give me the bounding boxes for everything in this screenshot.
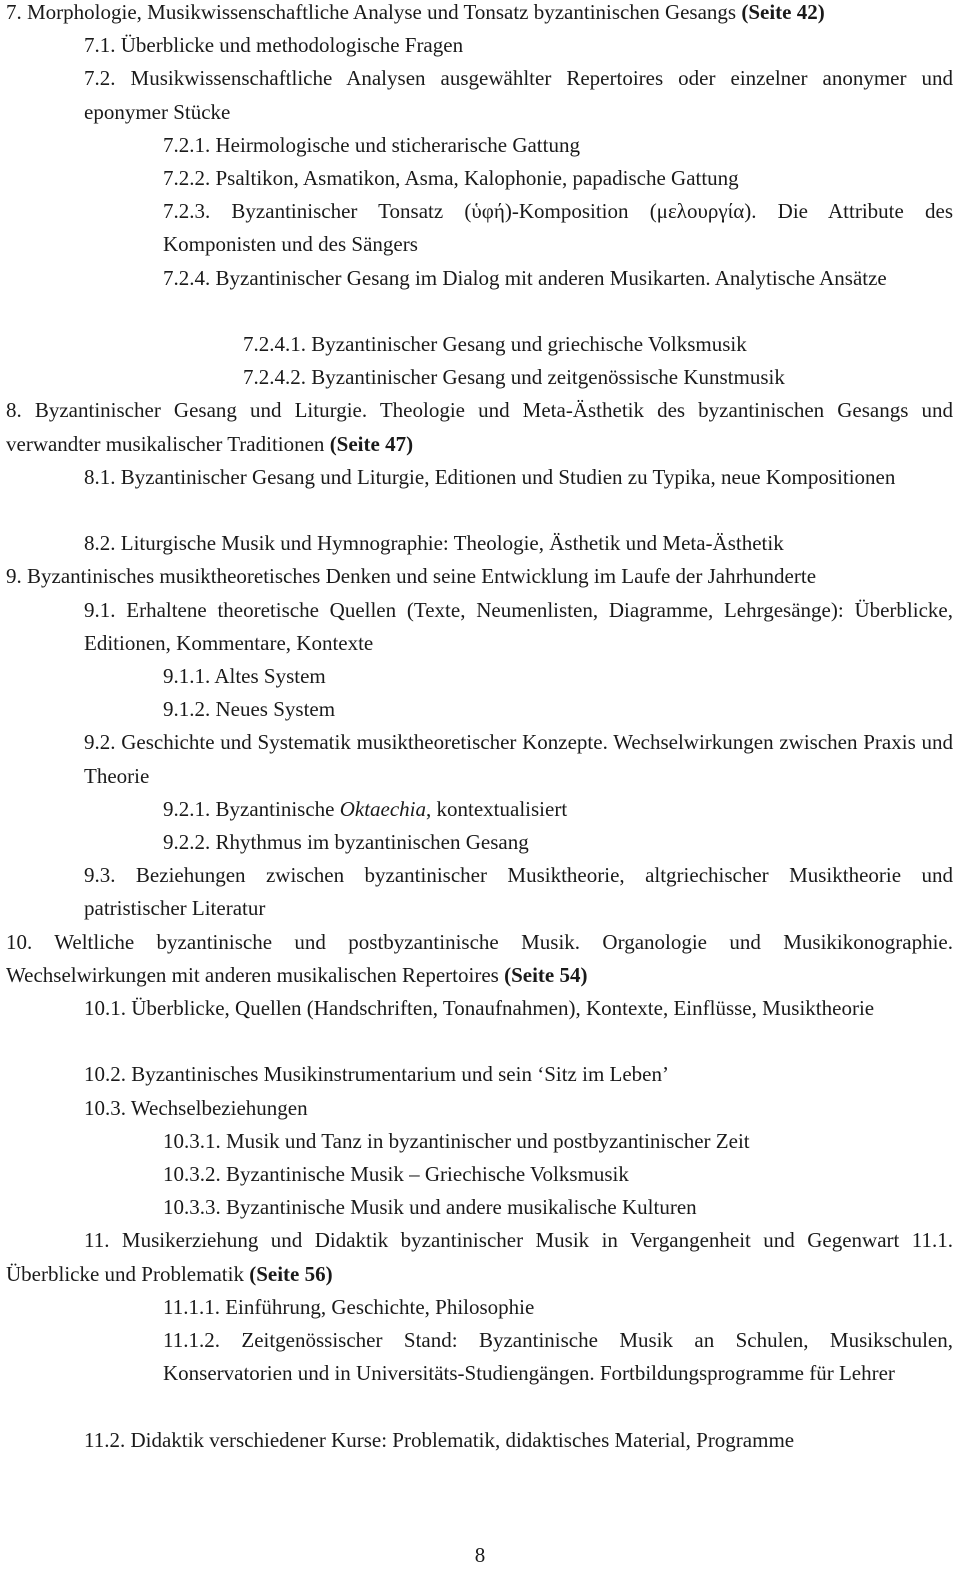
entry-text: 9.2.2. Rhythmus im byzantinischen Gesang: [163, 830, 529, 854]
toc-entry: [6, 560, 953, 593]
entry-text: 7.2.1. Heirmologische und sticherarische Gattung: [163, 132, 580, 157]
entry-text: 10.3. Wechselbeziehungen: [84, 1095, 308, 1120]
entry-text: 11.2. Didaktik verschiedener Kurse: Problematik, didaktisches Material, Programme: [84, 1427, 795, 1452]
entry-text: 9.1.1. Altes System: [163, 664, 326, 688]
entry-text: 10.1. Überblicke, Quellen (Handschriften, Tonaufnahmen), Kontexte, Einflüsse, Musiktheorie: [84, 996, 875, 1020]
entry-text: 8. Byzantinischer Gesang und Liturgie. Theologie und Meta-Ästhetik des byzantinischen Gesangs und verwandter musikalischer Traditionen: [6, 398, 953, 456]
entry-text: 10.3.3. Byzantinische Musik und andere musikalische Kulturen: [163, 1195, 697, 1220]
entry-text: 7.2. Musikwissenschaftliche Analysen ausgewählter Repertoires oder einzelner anonymer und eponymer Stücke: [84, 66, 953, 124]
toc-entry: [163, 826, 953, 859]
toc-entry: [243, 361, 953, 394]
toc-entry: [6, 394, 953, 460]
entry-text: 11.1.2. Zeitgenössischer Stand: Byzantinische Musik an Schulen, Musikschulen, Konservatorien und in Universitäts-Studiengängen. Fortbildungsprogramme für Lehrer: [163, 1328, 953, 1386]
entry-text: 9.3. Beziehungen zwischen byzantinischer Musiktheorie, altgriechischer Musiktheorie und patristischer Literatur: [84, 863, 953, 921]
entry-text: 7.2.4.2. Byzantinischer Gesang und zeitgenössische Kunstmusik: [243, 365, 785, 390]
toc-entry: [163, 162, 953, 195]
entry-text: 11. Musikerziehung und Didaktik byzantinischer Musik in Vergangenheit und Gegenwart 11.1. Überblicke und Problematik: [6, 1228, 953, 1286]
toc-entry: [243, 328, 953, 361]
entry-text: 7.1. Überblicke und methodologische Fragen: [84, 33, 464, 58]
toc-entry: [6, 926, 953, 992]
entry-text: 7.2.3. Byzantinischer Tonsatz (ὑφή)-Komposition (μελουργία). Die Attribute des Komponisten und des Sängers: [163, 199, 953, 257]
toc-entry: [163, 693, 953, 726]
entry-text: 7.2.4. Byzantinischer Gesang im Dialog mit anderen Musikarten. Analytische Ansätze: [163, 265, 887, 290]
entry-text: 8.2. Liturgische Musik und Hymnographie: Theologie, Ästhetik und Meta-Ästhetik: [84, 531, 784, 556]
toc-entry: [84, 527, 953, 560]
entry-text: 10.2. Byzantinisches Musikinstrumentarium und sein ‘Sitz im Leben’: [84, 1062, 669, 1087]
toc-entry: [84, 461, 953, 494]
toc-entry: [163, 1158, 953, 1191]
entry-text: 11.1.1. Einführung, Geschichte, Philosophie: [163, 1294, 535, 1319]
toc-entry: [84, 726, 953, 792]
toc-entry: [84, 859, 953, 925]
entry-text: 9. Byzantinisches musiktheoretisches Denken und seine Entwicklung im Laufe der Jahrhunderte: [6, 564, 817, 589]
entry-text: , kontextualisiert: [426, 796, 568, 821]
toc-entry: [163, 195, 953, 261]
toc-entry: [6, 1224, 953, 1290]
toc-entry: [84, 992, 953, 1025]
toc-entry: [163, 660, 953, 693]
page-reference: (Seite 47): [329, 431, 414, 456]
page-reference: (Seite 56): [249, 1261, 333, 1286]
toc-entry: [84, 29, 953, 62]
toc-entry: [84, 1092, 953, 1125]
entry-emphasis: Oktaechia: [339, 796, 427, 821]
toc-entry: [163, 1191, 953, 1224]
entry-text: 9.2. Geschichte und Systematik musiktheoretischer Konzepte. Wechselwirkungen zwischen Praxis und Theorie: [84, 730, 953, 788]
entry-text: 7. Morphologie, Musikwissenschaftliche Analyse und Tonsatz byzantinischen Gesangs: [6, 0, 742, 24]
entry-text: 9.1.2. Neues System: [163, 697, 336, 722]
toc-entry: [163, 1125, 953, 1158]
entry-text: 9.2.1. Byzantinische: [163, 796, 340, 821]
toc-entry: [84, 62, 953, 128]
toc-entry: [163, 1291, 953, 1324]
toc-entry: [84, 1424, 953, 1457]
entry-text: 10.3.2. Byzantinische Musik – Griechische Volksmusik: [163, 1162, 629, 1186]
toc-entry: [163, 262, 953, 295]
page-number: 8: [474, 1543, 486, 1567]
entry-text: 10.3.1. Musik und Tanz in byzantinischer und postbyzantinischer Zeit: [163, 1128, 750, 1153]
entry-text: 10. Weltliche byzantinische und postbyzantinische Musik. Organologie und Musikikonographie. Wechselwirkungen mit anderen musikalischen Repertoires: [6, 929, 953, 987]
entry-text: 7.2.2. Psaltikon, Asmatikon, Asma, Kalophonie, papadische Gattung: [163, 166, 739, 190]
page-reference: (Seite 54): [504, 962, 588, 987]
toc-entry: [163, 1324, 953, 1390]
toc-entry: [163, 793, 953, 826]
toc-entry: [84, 594, 953, 660]
page-reference: (Seite 42): [741, 0, 825, 24]
entry-text: 7.2.4.1. Byzantinischer Gesang und griechische Volksmusik: [243, 332, 747, 356]
entry-text: 9.1. Erhaltene theoretische Quellen (Texte, Neumenlisten, Diagramme, Lehrgesänge): Überblicke, Editionen, Kommentare, Kontexte: [84, 597, 953, 655]
toc-entry: [6, 0, 953, 29]
toc-entry: [84, 1058, 953, 1091]
entry-text: 8.1. Byzantinischer Gesang und Liturgie, Editionen und Studien zu Typika, neue Kompositionen: [84, 464, 896, 489]
toc-entry: [163, 129, 953, 162]
